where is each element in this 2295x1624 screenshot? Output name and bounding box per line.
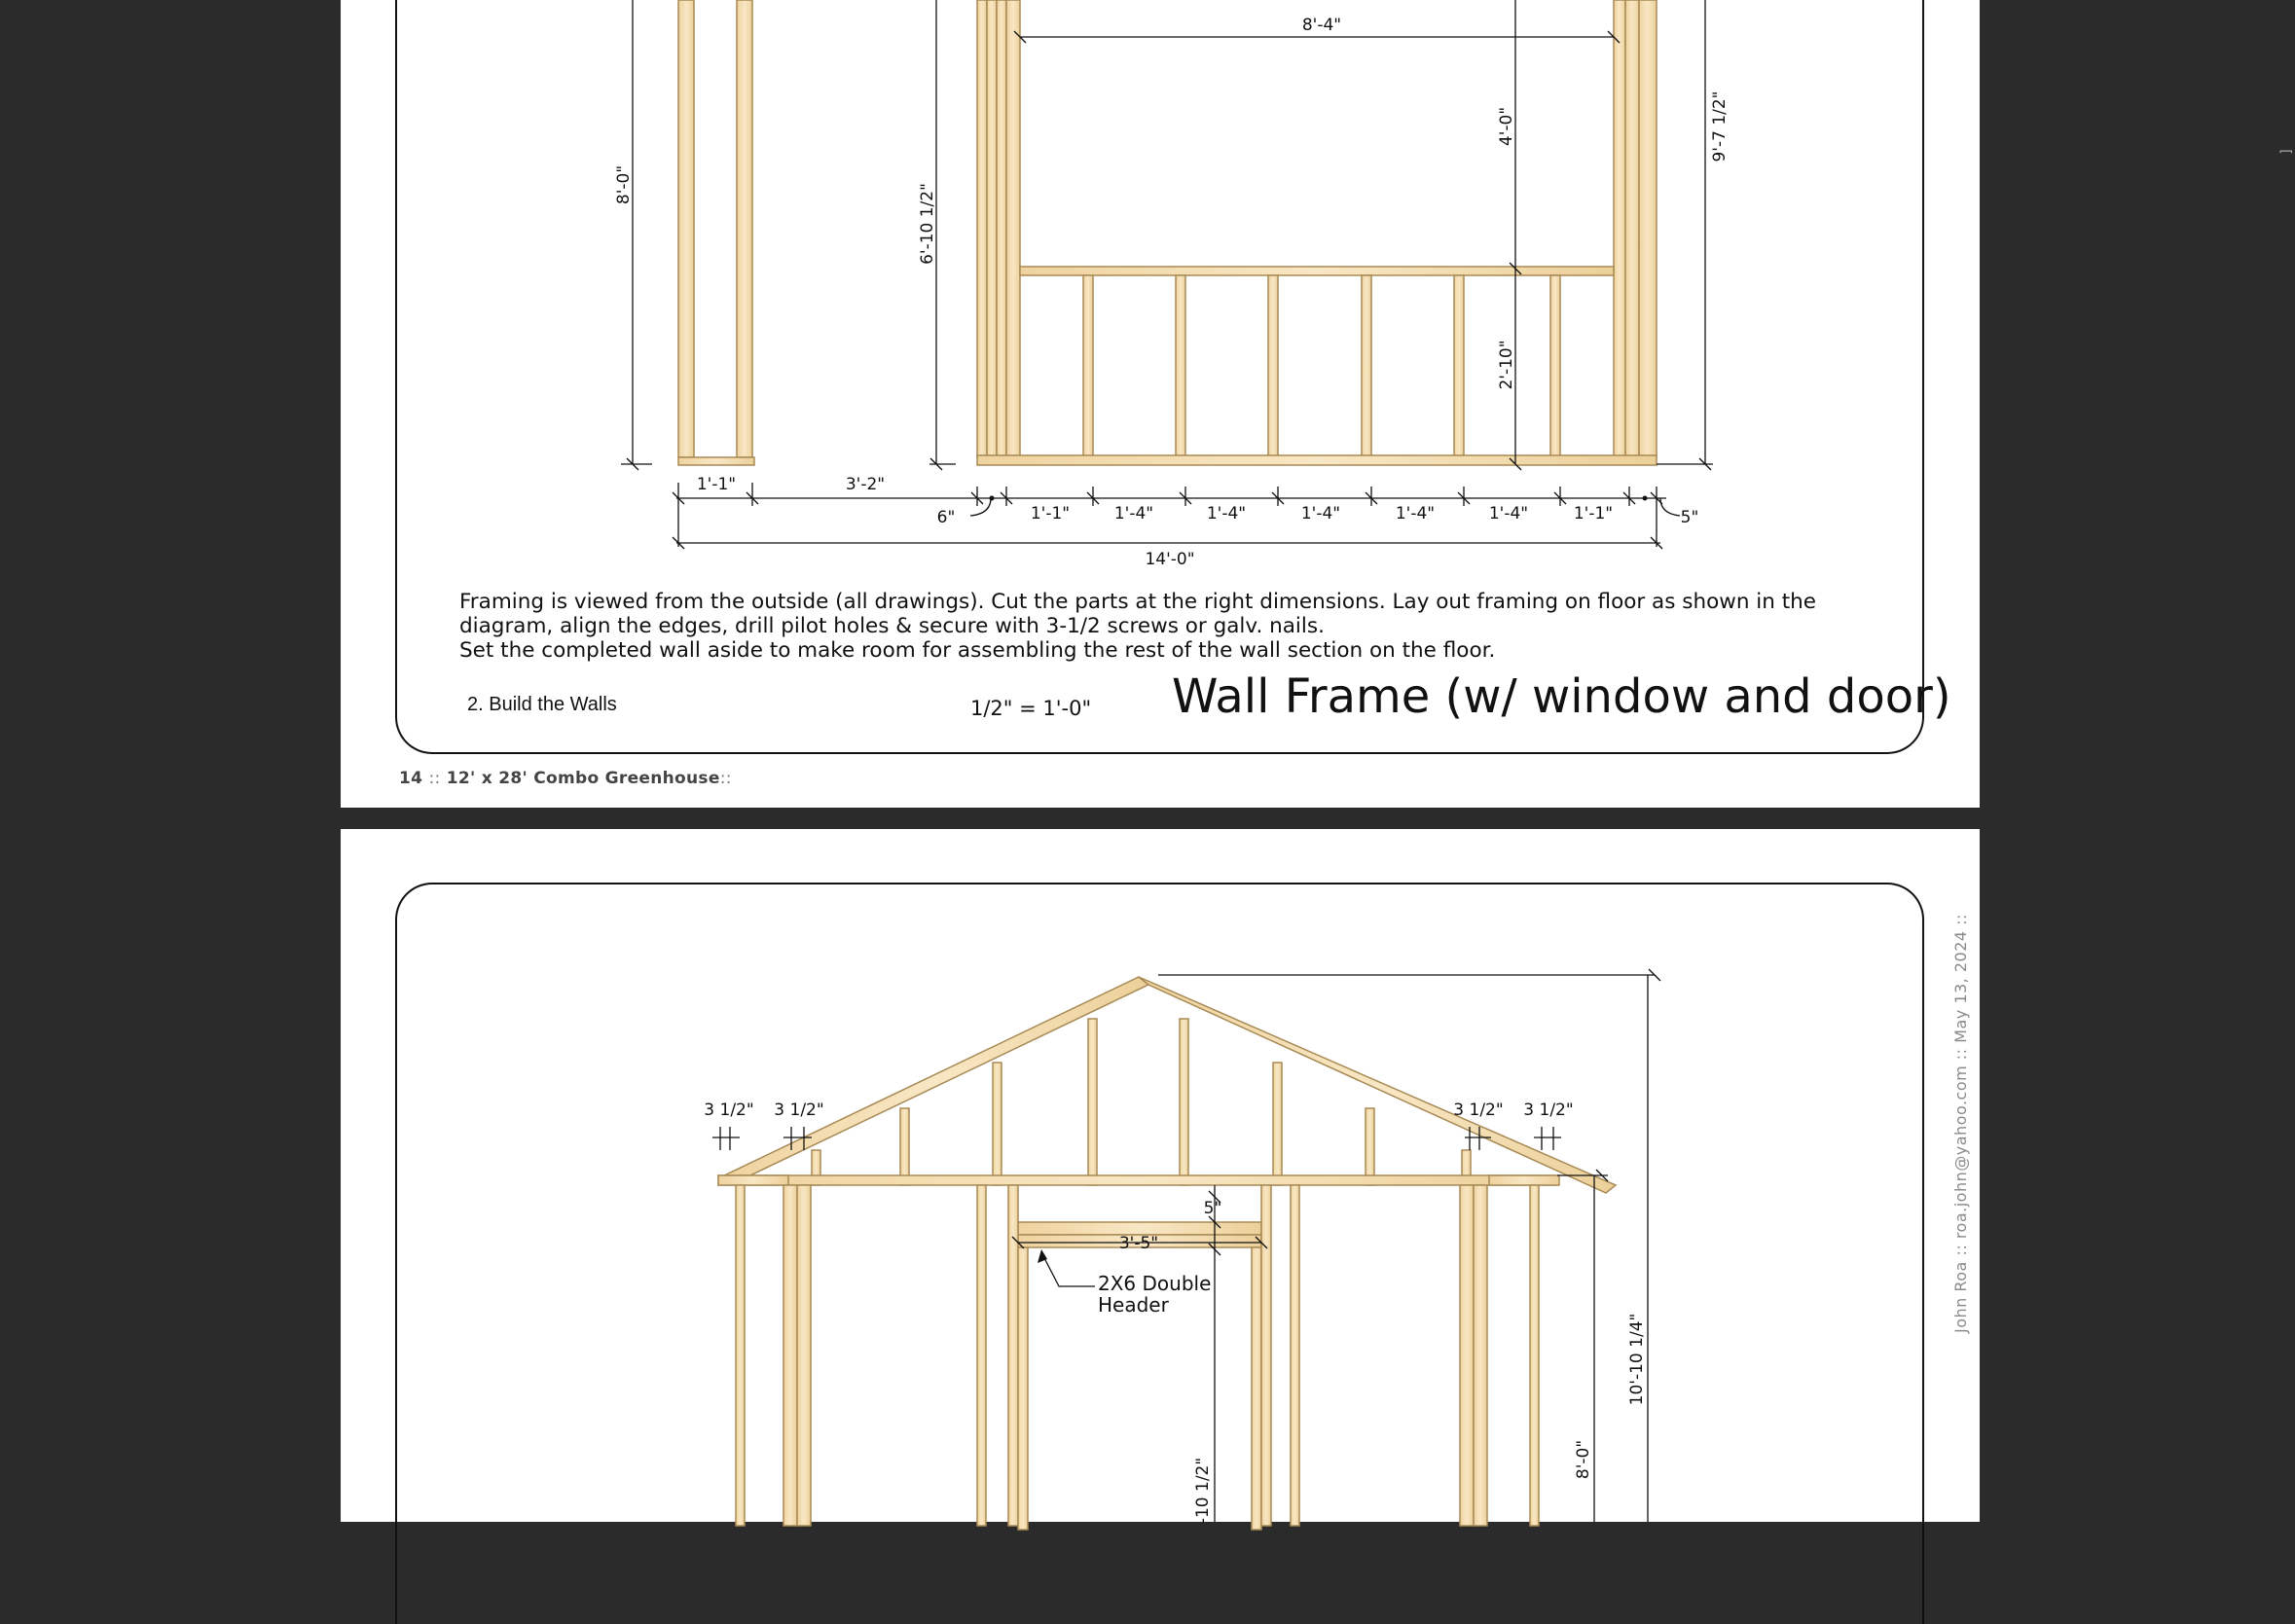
document-page-14: [341, 0, 2295, 808]
header-note: [1098, 1273, 1211, 1316]
dim-door-height: 6'-10 1/2": [918, 183, 937, 265]
header-note-line: 2X6 Double: [1098, 1272, 1212, 1295]
dim-overall-width: 14'-0": [1145, 550, 1195, 569]
dim-total-height: 9'-7 1/2": [1710, 90, 1730, 162]
instruction-line: diagram, align the edges, drill pilot holes & secure with 3-1/2 screws or galv. nails.: [459, 614, 1325, 638]
dim-seg-c: 6": [936, 508, 956, 527]
dim-seg-h: 1'-4": [1395, 504, 1436, 523]
margin-mark: ]: [2278, 149, 2295, 155]
document-page-15: [341, 829, 1980, 1525]
dim-seg-g: 1'-4": [1300, 504, 1341, 523]
instructions-paragraph: [459, 590, 1861, 663]
dim-lower-height: 2'-10": [1497, 340, 1516, 390]
dim-wall-height: 8'-0": [1574, 1439, 1593, 1480]
dim-door-height: -10 1/2": [1193, 1457, 1213, 1525]
dim-window-height: 4'-0": [1497, 106, 1516, 147]
dim-stud-width-2: 3 1/2": [774, 1101, 824, 1120]
dim-header-gap: 5": [1203, 1199, 1222, 1218]
drawing-scale: 1/2" = 1'-0": [970, 697, 1092, 720]
instruction-line: Framing is viewed from the outside (all drawings). Cut the parts at the right dimensions. Lay out framing on floor as shown in the: [459, 590, 1817, 614]
dim-left-height: 8'-0": [614, 164, 634, 205]
dim-seg-d: 1'-1": [1030, 504, 1071, 523]
dim-total-height: 10'-10 1/4": [1627, 1313, 1647, 1406]
dim-top-width: 8'-4": [1301, 16, 1342, 35]
gable-wall-drawing: [341, 829, 1980, 1525]
header-note-line: Header: [1098, 1293, 1169, 1317]
footer-separator: ::: [428, 769, 441, 788]
page-footer: [399, 769, 732, 788]
dim-stud-width-4: 3 1/2": [1523, 1101, 1574, 1120]
dim-stud-width-1: 3 1/2": [704, 1101, 754, 1120]
dim-seg-b: 3'-2": [845, 475, 886, 494]
dim-header-width: 3'-5": [1118, 1234, 1159, 1253]
dim-seg-a: 1'-1": [696, 475, 737, 494]
dim-stud-width-3: 3 1/2": [1453, 1101, 1504, 1120]
instruction-line: Set the completed wall aside to make room for assembling the rest of the wall section on the floor.: [459, 638, 1496, 663]
dim-seg-f: 1'-4": [1206, 504, 1247, 523]
document-title: 12' x 28' Combo Greenhouse: [446, 769, 720, 788]
step-label: 2. Build the Walls: [467, 694, 617, 715]
author-side-text: John Roa :: roa.john@yahoo.com :: May 13, 2024 ::: [1951, 914, 1970, 1333]
dim-seg-k: 5": [1680, 508, 1699, 527]
drawing-title: Wall Frame (w/ window and door): [1172, 669, 1951, 724]
dim-seg-e: 1'-4": [1113, 504, 1154, 523]
dim-seg-i: 1'-4": [1488, 504, 1529, 523]
footer-separator-end: ::: [719, 769, 732, 788]
dim-seg-j: 1'-1": [1573, 504, 1614, 523]
page-number: 14: [399, 769, 423, 788]
